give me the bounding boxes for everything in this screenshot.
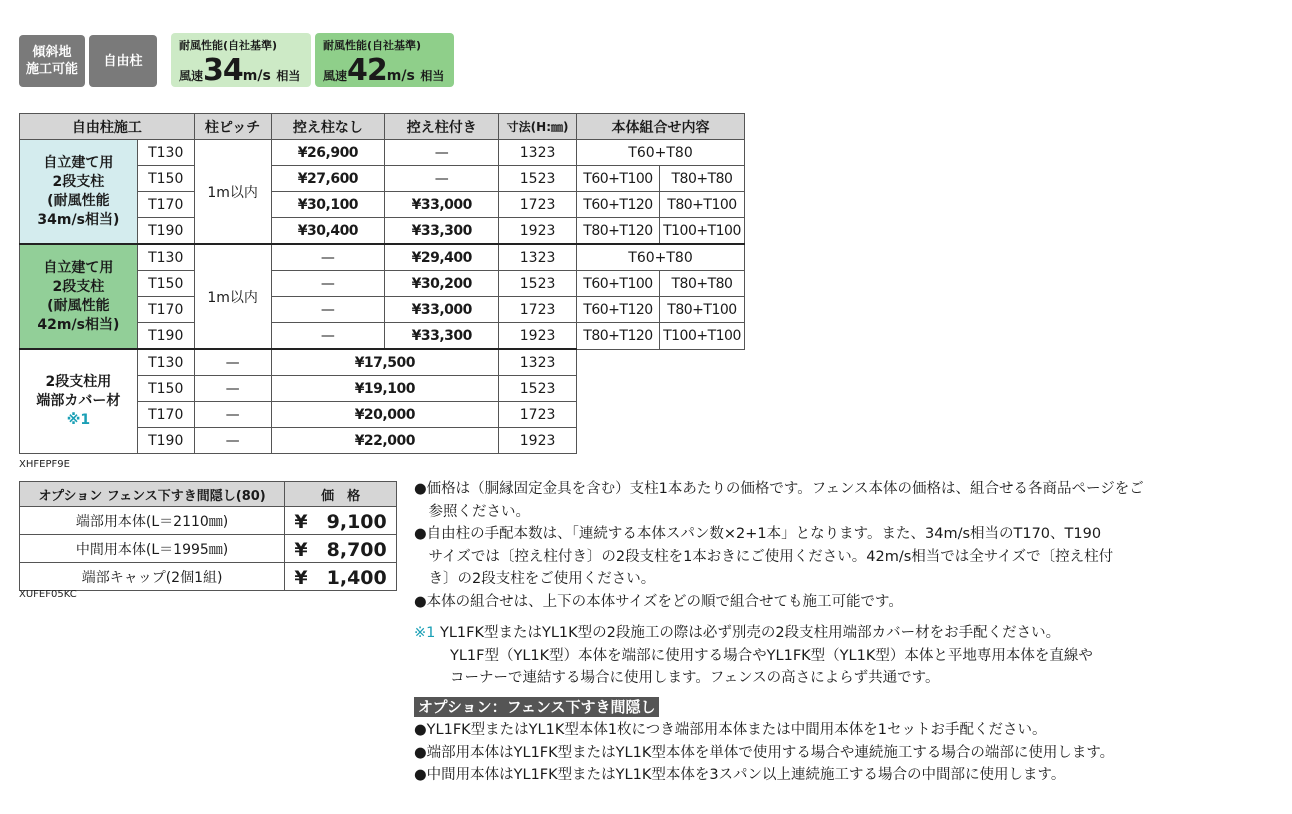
note-line: ●自由柱の手配本数は、「連続する本体スパン数×2+1本」となります。また、34m/s相当のT170、T190 <box>414 526 1102 542</box>
height-cell: 1323 <box>499 349 577 376</box>
option-price: ¥ 1,400 <box>285 563 397 591</box>
note-line: 参照ください。 <box>414 503 530 520</box>
combo-cell: T60+T100 <box>577 166 660 192</box>
size-cell: T150 <box>137 376 194 402</box>
table-row <box>20 140 745 166</box>
wind-34-badge <box>171 33 311 87</box>
wind-34-caption: 耐風性能(自社基準) <box>179 39 278 52</box>
price-with-brace: ¥33,300 <box>385 323 499 350</box>
pillar-price-table <box>19 113 745 454</box>
height-cell: 1523 <box>499 166 577 192</box>
group-label-cover: 2段支柱用 端部カバー材 ※1 <box>20 349 138 454</box>
price-with-brace: ¥30,200 <box>385 271 499 297</box>
combo-cell: T80+T100 <box>659 192 744 218</box>
wind-42-caption: 耐風性能(自社基準) <box>323 39 422 52</box>
price-with-brace: ¥29,400 <box>385 244 499 271</box>
pitch-cell: — <box>194 428 271 454</box>
size-cell: T190 <box>137 428 194 454</box>
group-label-34: 自立建て用 2段支柱 (耐風性能 34m/s相当) <box>20 140 138 245</box>
combo-cell: T60+T80 <box>577 244 745 271</box>
size-cell: T170 <box>137 402 194 428</box>
combo-cell: T80+T80 <box>659 166 744 192</box>
option-header-price: 価 格 <box>285 482 397 507</box>
height-cell: 1923 <box>499 218 577 245</box>
height-cell: 1723 <box>499 192 577 218</box>
table-header-row <box>20 114 745 140</box>
combo-cell: T80+T120 <box>577 218 660 245</box>
price-with-brace: ¥33,000 <box>385 297 499 323</box>
star-note-mark: ※1 <box>414 625 436 641</box>
combo-cell: T60+T100 <box>577 271 660 297</box>
price-no-brace: — <box>271 323 385 350</box>
option-name: 端部キャップ(2個1組) <box>20 563 285 591</box>
star-note-line: ※1 YL1FK型またはYL1K型の2段施工の際は必ず別売の2段支柱用端部カバー材をお手配ください。 <box>414 625 1061 641</box>
combo-cell: T60+T120 <box>577 192 660 218</box>
price-with-brace: ¥33,000 <box>385 192 499 218</box>
cover-price: ¥20,000 <box>271 402 499 428</box>
price-no-brace: ¥30,100 <box>271 192 385 218</box>
pitch-cell: 1m以内 <box>194 140 271 245</box>
option-header-name: オプション フェンス下すき間隠し(80) <box>20 482 285 507</box>
option-price: ¥ 8,700 <box>285 535 397 563</box>
price-no-brace: — <box>271 297 385 323</box>
table-row <box>20 507 397 535</box>
height-cell: 1523 <box>499 271 577 297</box>
pitch-cell: 1m以内 <box>194 244 271 349</box>
star-note-line: YL1F型（YL1K型）本体を端部に使用する場合やYL1FK型（YL1K型）本体と平地専用本体を直線や <box>450 647 1093 664</box>
header-combo: 本体組合せ内容 <box>577 114 745 140</box>
table-row <box>20 244 745 271</box>
combo-cell: T60+T120 <box>577 297 660 323</box>
pitch-cell: — <box>194 402 271 428</box>
free-pillar-badge: 自由柱 <box>89 35 157 87</box>
size-cell: T150 <box>137 271 194 297</box>
note-line: ●価格は（胴縁固定金具を含む）支柱1本あたりの価格です。フェンス本体の価格は、組合せる各商品ページをご <box>414 481 1144 497</box>
note-line: ●本体の組合せは、上下の本体サイズをどの順で組合せても施工可能です。 <box>414 593 903 610</box>
combo-cell: T80+T100 <box>659 297 744 323</box>
height-cell: 1923 <box>499 428 577 454</box>
size-cell: T150 <box>137 166 194 192</box>
cover-price: ¥17,500 <box>271 349 499 376</box>
wind-42-badge <box>315 33 454 87</box>
option-price: ¥ 9,100 <box>285 507 397 535</box>
price-with-brace: ¥33,300 <box>385 218 499 245</box>
cover-price: ¥22,000 <box>271 428 499 454</box>
slope-badge: 傾斜地 施工可能 <box>19 35 85 87</box>
size-cell: T130 <box>137 140 194 166</box>
header-with-brace: 控え柱付き <box>385 114 499 140</box>
height-cell: 1523 <box>499 376 577 402</box>
price-with-brace: — <box>385 166 499 192</box>
header-height: 寸法(H:㎜) <box>499 114 577 140</box>
combo-cell: T100+T100 <box>659 218 744 245</box>
size-cell: T170 <box>137 192 194 218</box>
price-no-brace: — <box>271 244 385 271</box>
price-no-brace: ¥27,600 <box>271 166 385 192</box>
header-no-brace: 控え柱なし <box>271 114 385 140</box>
size-cell: T130 <box>137 349 194 376</box>
table-row <box>20 563 397 591</box>
option-note-line: ●YL1FK型またはYL1K型本体1枚につき端部用本体または中間用本体を1セットお手配ください。 <box>414 722 1047 738</box>
wind-34-value: 風速34m/s 相当 <box>179 53 301 88</box>
notes-block <box>414 478 1144 613</box>
option-note-line: ●中間用本体はYL1FK型またはYL1K型本体を3スパン以上連続施工する場合の中間部に使用します。 <box>414 767 1066 783</box>
note-line: き〕の2段支柱をご使用ください。 <box>414 571 656 587</box>
price-with-brace: — <box>385 140 499 166</box>
option-name: 中間用本体(L＝1995㎜) <box>20 535 285 563</box>
combo-cell: T80+T120 <box>577 323 660 350</box>
note-ref-mark: ※1 <box>66 412 91 428</box>
header-pitch: 柱ピッチ <box>194 114 271 140</box>
price-no-brace: ¥30,400 <box>271 218 385 245</box>
size-cell: T190 <box>137 218 194 245</box>
option-name: 端部用本体(L＝2110㎜) <box>20 507 285 535</box>
size-cell: T190 <box>137 323 194 350</box>
size-cell: T170 <box>137 297 194 323</box>
option-note-line: ●端部用本体はYL1FK型またはYL1K型本体を単体で使用する場合や連続施工する場合の端部に使用します。 <box>414 744 1115 761</box>
table-row <box>20 535 397 563</box>
pitch-cell: — <box>194 376 271 402</box>
price-no-brace: ¥26,900 <box>271 140 385 166</box>
option-notes-block <box>414 719 1114 787</box>
size-cell: T130 <box>137 244 194 271</box>
group-label-42: 自立建て用 2段支柱 (耐風性能 42m/s相当) <box>20 244 138 349</box>
wind-42-value: 風速42m/s 相当 <box>323 53 445 88</box>
cover-price: ¥19,100 <box>271 376 499 402</box>
option-table-code: XUFEF05KC <box>19 589 77 600</box>
pitch-cell: — <box>194 349 271 376</box>
height-cell: 1923 <box>499 323 577 350</box>
combo-cell: T60+T80 <box>577 140 745 166</box>
height-cell: 1323 <box>499 244 577 271</box>
option-price-table <box>19 481 397 591</box>
option-section-title: オプション：フェンス下すき間隠し <box>414 697 659 717</box>
combo-cell: T80+T80 <box>659 271 744 297</box>
main-table-code: XHFEPF9E <box>19 459 70 470</box>
table-row <box>20 349 745 376</box>
star-note-block <box>414 622 1093 690</box>
combo-cell: T100+T100 <box>659 323 744 350</box>
height-cell: 1323 <box>499 140 577 166</box>
option-header-row <box>20 482 397 507</box>
header-free-pillar: 自由柱施工 <box>20 114 195 140</box>
note-line: サイズでは〔控え柱付き〕の2段支柱を1本おきにご使用ください。42m/s相当では全サイズで〔控え柱付 <box>414 548 1114 565</box>
price-no-brace: — <box>271 271 385 297</box>
height-cell: 1723 <box>499 297 577 323</box>
star-note-line: コーナーで連結する場合に使用します。フェンスの高さによらず共通です。 <box>450 670 940 686</box>
height-cell: 1723 <box>499 402 577 428</box>
